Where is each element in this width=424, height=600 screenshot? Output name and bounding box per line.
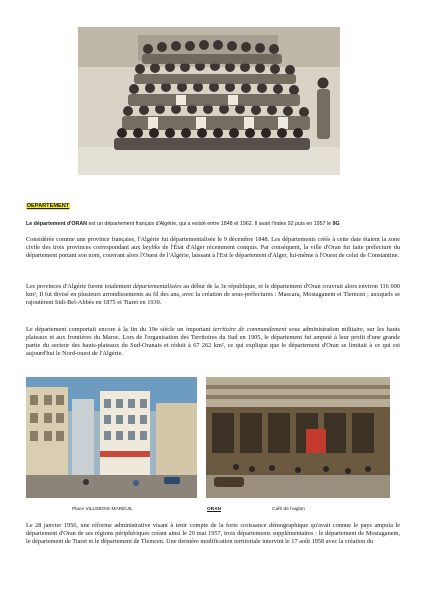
intro-line	[26, 221, 406, 228]
paragraph-2: Les provinces d'Algérie furent totalement départementalisées au début de la 3e république, et le département d'Oran couvrait alors environ 116 000 km², Il fut divisé en plusieurs arrondissements au fil des ans, avec la création de sous-préfectures : Mascara, Mostaganem et Tlemcen ; auxquels se rajoutèrent Sidi-Bel-Abbès en 1875 et Tiaret en 1939.	[26, 283, 400, 307]
department-code: 9G	[332, 221, 340, 227]
photo-cafe-aiglon	[206, 377, 390, 498]
caption-oran: ORAN	[207, 507, 222, 512]
caption-place: Place VILLEBOIS-MAREUIL	[72, 507, 133, 512]
class-photo	[78, 27, 340, 175]
paragraph-4: Le 28 janvier 1956, une réforme administrative visant à tenir compte de la forte croissance démographique qu'avait connue le pays amputa le département d'Oran de ses régions périphériques créant ainsi le 20 mai 1957, trois départements supplémentaires : le département de Mostaganem, le département de Tiaret et le département de Tlemcen. Une dernière modification territoriale intervint le 17 août 1958 avec la création du	[26, 522, 400, 546]
paragraph-3: Le département comportait encore à la fin du 19e siècle un important territoire de commandement sous administration militaire, sur les hauts plateaux et aux frontières du Maroc. Lors de l'organisation des Territoires du Sud en 1905, le département fut amputé à leur profit d'une grande partie du secteur des hauts-plateaux du Sud-Oranais et réduit à 67 262 km², ce qui explique que le département d'Oran se limitait à ce qui est aujourd'hui le Nord-ouest de l'Algérie.	[26, 326, 400, 358]
intro-text: est un département français d'Algérie, qui a existé entre 1848 et 1962. Il avait l'index 92 puis en 1957 le	[87, 221, 333, 227]
street-photo-image	[26, 377, 197, 498]
section-heading: DEPARTEMENT	[27, 203, 70, 209]
cafe-photo-image	[206, 377, 390, 498]
caption-cafe: Café de l'aiglon	[272, 507, 305, 512]
paragraph-1: Considérée comme une province française, l'Algérie fut départementalisée le 9 décembre 1848. Les départements créés à cette date étaient la zone civile des trois provinces correspondant aux beyliks de l'État d'Alger récemment conquis. Par conséquent, la ville d'Oran fut faite préfecture du département portant son nom, couvrant alors l'Ouest de l'Algérie, laissant à l'Est le département d'Alger, lui-même à l'Ouest de celui de Constantine.	[26, 236, 400, 260]
department-name: Le département d'ORAN	[26, 221, 88, 227]
photo-place-villebois-mareuil	[26, 377, 197, 498]
class-photo-image	[78, 27, 340, 175]
